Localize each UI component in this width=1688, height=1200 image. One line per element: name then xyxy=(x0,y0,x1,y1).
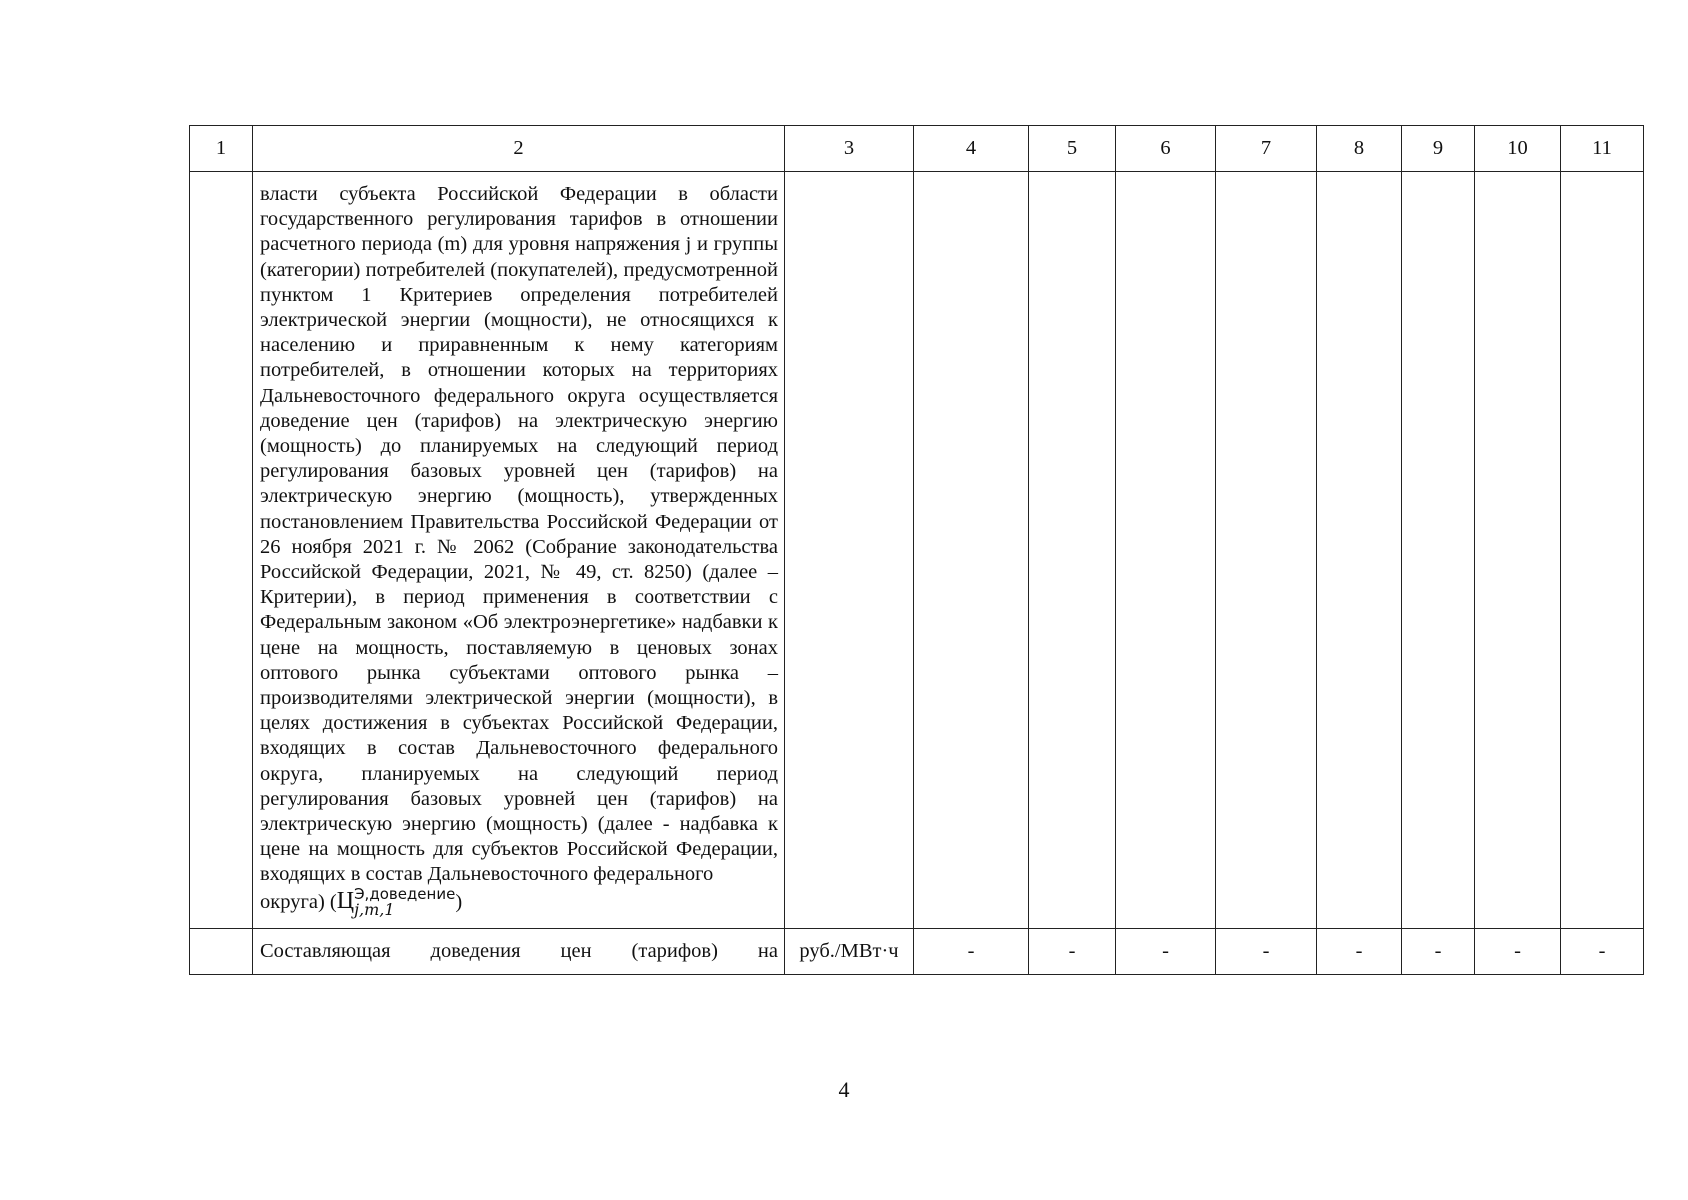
empty-cell xyxy=(1116,172,1216,929)
table-row xyxy=(190,172,1644,929)
table-row xyxy=(190,928,1644,974)
formula-indices xyxy=(354,886,455,918)
tariff-table xyxy=(189,125,1644,975)
value-cell: - xyxy=(914,928,1029,974)
description-text: власти субъекта Российской Федерации в области государственного регулирования тарифов в отношении расчетного периода (m) для уровня напряжения j и группы (категории) потребителей (покупателей), предусмотренной пунктом 1 Критериев определения потребителей электрической энергии (мощности), не относящихся к населению и приравненным к нему категориям потребителей, в отношении которых на территориях Дальневосточного федерального округа осуществляется доведение цен (тарифов) на электрическую энергию (мощность) до планируемых на следующий период регулирования базовых уровней цен (тарифов) на электрическую энергию (мощность), утвержденных постановлением Правительства Российской Федерации от 26 ноября 2021 г. № 2062 (Собрание законодательства Российской Федерации, 2021, № 49, ст. 8250) (далее – Критерии), в период применения в соответствии с Федеральным законом «Об электроэнергетике» надбавки к цене на мощность, поставляемую в ценовых зонах оптового рынка субъектами оптового рынка – производителями электрической энергии (мощности), в целях достижения в субъектах Российской Федерации, входящих в состав Дальневосточного федерального округа, планируемых на следующий период регулирования базовых уровней цен (тарифов) на электрическую энергию (мощность) (далее - надбавка к цене на мощность для субъектов Российской Федерации, входящих в состав Дальневосточного федерального xyxy=(260,183,778,886)
column-header: 2 xyxy=(253,126,785,172)
empty-cell xyxy=(1317,172,1402,929)
page-number: 4 xyxy=(838,1077,850,1102)
value-cell: - xyxy=(1216,928,1317,974)
column-header: 6 xyxy=(1116,126,1216,172)
column-header: 5 xyxy=(1029,126,1116,172)
value-cell: - xyxy=(1402,928,1475,974)
column-header: 9 xyxy=(1402,126,1475,172)
empty-cell xyxy=(1216,172,1317,929)
value-cell: - xyxy=(1475,928,1561,974)
formula-prefix: округа) ( xyxy=(260,891,337,914)
formula-line xyxy=(260,884,463,919)
description-cell: Составляющая доведения цен (тарифов) на xyxy=(253,928,785,974)
row-number-cell xyxy=(190,172,253,929)
formula-symbol: Ц xyxy=(336,888,355,915)
empty-cell xyxy=(1029,172,1116,929)
empty-cell xyxy=(785,172,914,929)
column-header: 4 xyxy=(914,126,1029,172)
formula-superscript: Э,доведение xyxy=(354,884,456,903)
empty-cell xyxy=(1402,172,1475,929)
empty-cell xyxy=(1561,172,1644,929)
formula-subscript: j,m,1 xyxy=(354,899,395,919)
column-header: 1 xyxy=(190,126,253,172)
table-header-row xyxy=(190,126,1644,172)
column-header: 3 xyxy=(785,126,914,172)
column-header: 7 xyxy=(1216,126,1317,172)
value-cell: - xyxy=(1561,928,1644,974)
description-cell xyxy=(253,172,785,929)
value-cell: - xyxy=(1029,928,1116,974)
row-number-cell xyxy=(190,928,253,974)
column-header: 11 xyxy=(1561,126,1644,172)
formula-close: ) xyxy=(455,891,463,914)
unit-cell: руб./МВт·ч xyxy=(785,928,914,974)
column-header: 8 xyxy=(1317,126,1402,172)
empty-cell xyxy=(1475,172,1561,929)
empty-cell xyxy=(914,172,1029,929)
value-cell: - xyxy=(1116,928,1216,974)
column-header: 10 xyxy=(1475,126,1561,172)
value-cell: - xyxy=(1317,928,1402,974)
